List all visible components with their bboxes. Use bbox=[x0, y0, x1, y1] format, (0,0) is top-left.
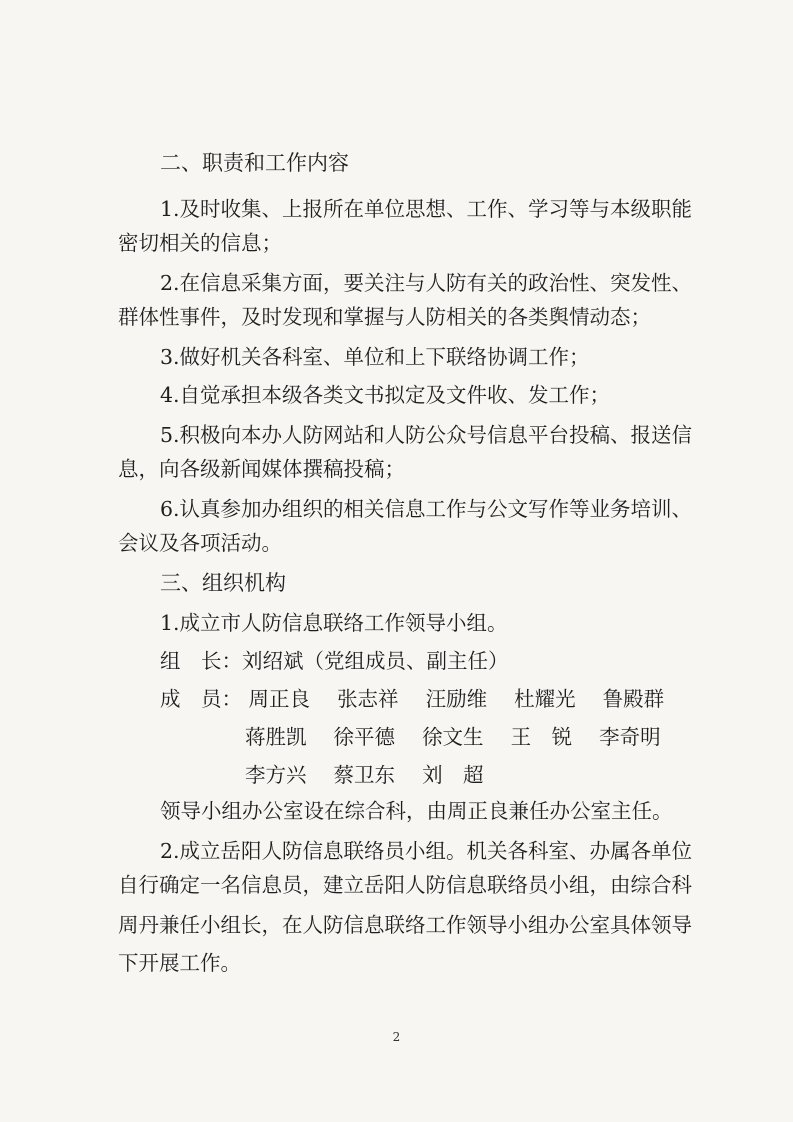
paragraph-line: 3.做好机关各科室、单位和上下联络协调工作； bbox=[160, 345, 590, 369]
leader-label: 组 长： bbox=[160, 649, 242, 673]
member-name: 张志祥 bbox=[337, 687, 399, 711]
paragraph-line: 1.成立市人防信息联络工作领导小组。 bbox=[160, 611, 508, 635]
paragraph-line: 4.自觉承担本级各类文书拟定及文件收、发工作； bbox=[160, 383, 611, 407]
members-label: 成 员： bbox=[160, 687, 242, 711]
page-number: 2 bbox=[392, 1030, 401, 1044]
member-name: 周正良 bbox=[248, 687, 311, 711]
section-heading: 三、组织机构 bbox=[160, 571, 286, 595]
member-name: 李奇明 bbox=[599, 725, 661, 749]
paragraph-line: 自行确定一名信息员，建立岳阳人防信息联络员小组，由综合科 bbox=[118, 873, 692, 897]
paragraph-line: 会议及各项活动。 bbox=[118, 531, 282, 555]
member-name: 汪励维 bbox=[425, 687, 488, 711]
leader-row bbox=[160, 648, 750, 674]
paragraph-line: 6.认真参加办组织的相关信息工作与公文写作等业务培训、 bbox=[160, 497, 693, 521]
paragraph-line: 2.在信息采集方面，要关注与人防有关的政治性、突发性、 bbox=[160, 271, 693, 295]
leader-name: 刘绍斌（党组成员、副主任） bbox=[242, 649, 509, 673]
paragraph-line: 周丹兼任小组长，在人防信息联络工作领导小组办公室具体领导 bbox=[118, 913, 692, 937]
paragraph-line: 下开展工作。 bbox=[118, 951, 241, 975]
paragraph-line: 息，向各级新闻媒体撰稿投稿； bbox=[118, 457, 405, 481]
members-row bbox=[245, 724, 793, 750]
paragraph-line: 群体性事件，及时发现和掌握与人防相关的各类舆情动态； bbox=[118, 305, 651, 329]
member-name: 王 锐 bbox=[510, 725, 573, 749]
paragraph-line: 1.及时收集、上报所在单位思想、工作、学习等与本级职能 bbox=[160, 197, 693, 221]
member-name: 杜耀光 bbox=[514, 687, 576, 711]
member-name: 徐平德 bbox=[333, 725, 396, 749]
paragraph-line: 密切相关的信息； bbox=[118, 231, 282, 255]
member-name: 徐文生 bbox=[422, 725, 484, 749]
member-name: 李方兴 bbox=[245, 763, 307, 787]
paragraph-line: 领导小组办公室设在综合科，由周正良兼任办公室主任。 bbox=[160, 799, 673, 823]
paragraph-line: 2.成立岳阳人防信息联络员小组。机关各科室、办属各单位 bbox=[160, 839, 693, 863]
member-name: 蒋胜凯 bbox=[245, 725, 307, 749]
member-name: 蔡卫东 bbox=[333, 763, 396, 787]
members-row bbox=[160, 686, 750, 712]
member-name: 鲁殿群 bbox=[602, 687, 665, 711]
member-name: 刘 超 bbox=[422, 763, 484, 787]
section-heading: 二、职责和工作内容 bbox=[160, 151, 349, 175]
paragraph-line: 5.积极向本办人防网站和人防公众号信息平台投稿、报送信 bbox=[160, 423, 693, 447]
members-row bbox=[245, 762, 793, 788]
